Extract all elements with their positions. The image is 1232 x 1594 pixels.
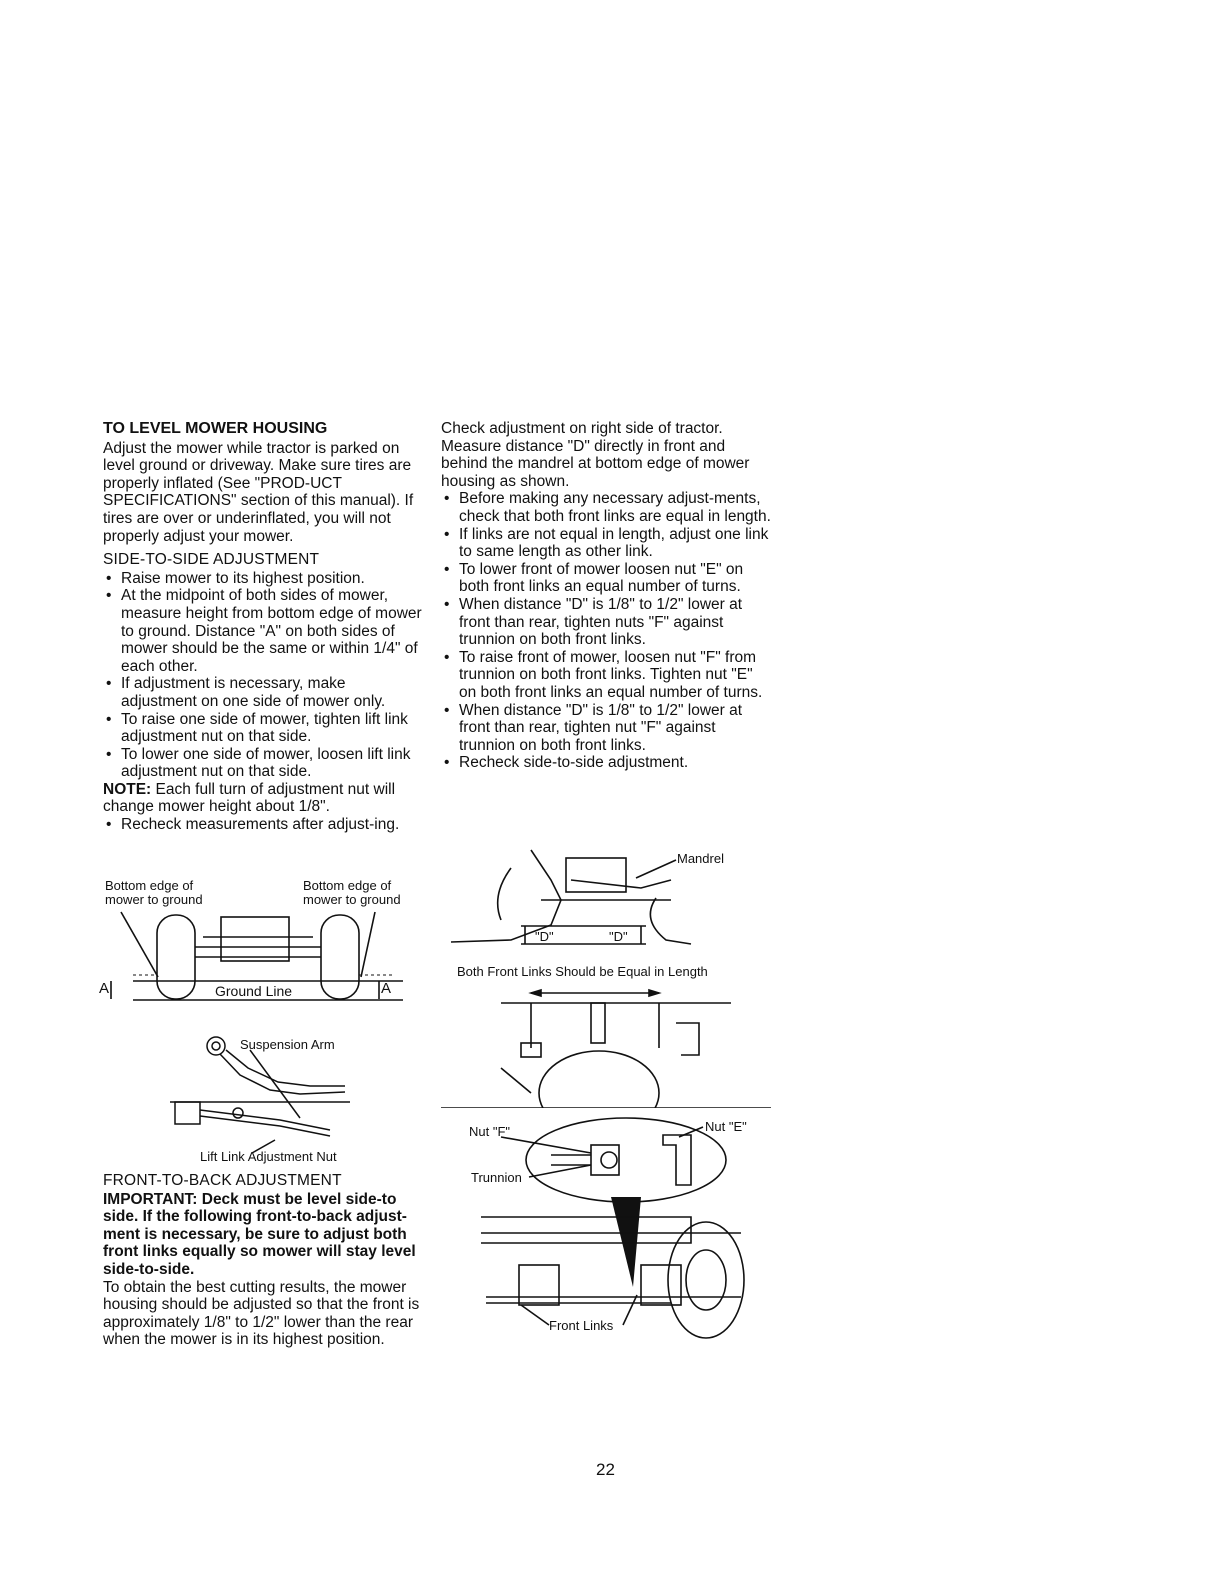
page-number: 22 bbox=[596, 1460, 615, 1479]
distance-a-left: A bbox=[99, 980, 110, 997]
list-item: • Raise mower to its highest position. bbox=[103, 570, 425, 588]
important-label: IMPORTANT: bbox=[103, 1190, 198, 1208]
mandrel-figure bbox=[441, 840, 771, 952]
bottom-edge-label-right: Bottom edge of mower to ground bbox=[303, 878, 401, 907]
side-to-side-heading: SIDE-TO-SIDE ADJUSTMENT bbox=[103, 551, 320, 569]
side-to-side-figure bbox=[99, 877, 425, 1003]
front-to-back-list bbox=[441, 490, 771, 772]
front-links-drawing bbox=[441, 963, 771, 1108]
list-item: • To raise front of mower, loosen nut "F" from trunnion on both front links. Tighten nut "E" on both front links an equal number of turns. bbox=[441, 649, 771, 702]
right-column bbox=[441, 420, 771, 772]
list-item: • At the midpoint of both sides of mower, measure height from bottom edge of mower to ground. Distance "A" on both sides of mower should be the same or within 1/4" of each other. bbox=[103, 587, 425, 675]
note-text: Each full turn of adjustment nut will change mower height about 1/8". bbox=[103, 780, 396, 816]
front-to-back-section bbox=[103, 1172, 425, 1349]
important-paragraph bbox=[103, 1191, 425, 1279]
recheck-list bbox=[103, 816, 425, 834]
section-heading: TO LEVEL MOWER HOUSING bbox=[103, 420, 328, 437]
list-item: • Recheck side-to-side adjustment. bbox=[441, 754, 771, 772]
list-item: • Before making any necessary adjust-ments, check that both front links are equal in length. bbox=[441, 490, 771, 525]
list-item: • If links are not equal in length, adjust one link to same length as other link. bbox=[441, 526, 771, 561]
nut-e-label: Nut "E" bbox=[705, 1119, 747, 1134]
distance-a-right: A bbox=[381, 980, 392, 997]
side-to-side-list bbox=[103, 570, 425, 781]
obtain-paragraph: To obtain the best cutting results, the mower housing should be adjusted so that the front is approximately 1/8" to 1/2" lower than the rear when the mower is in its highest position. bbox=[103, 1278, 420, 1349]
distance-d-left: "D" bbox=[535, 929, 554, 944]
suspension-arm-label: Suspension Arm bbox=[240, 1037, 335, 1052]
list-item: • When distance "D" is 1/8" to 1/2" lower at front than rear, tighten nut "F" against trunnion on both front links. bbox=[441, 702, 771, 755]
list-item: • To raise one side of mower, tighten lift link adjustment nut on that side. bbox=[103, 711, 425, 746]
lift-link-nut-label: Lift Link Adjustment Nut bbox=[200, 1149, 337, 1164]
intro-paragraph: Adjust the mower while tractor is parked on level ground or driveway. Make sure tires are properly inflated (See "PROD-UCT SPECIFICATIONS" section of this manual). If tires are over or underinflated, you will not properly adjust your mower. bbox=[103, 439, 414, 545]
front-links-caption: Both Front Links Should be Equal in Length bbox=[457, 964, 708, 979]
mandrel-label: Mandrel bbox=[677, 851, 724, 866]
front-links-label: Front Links bbox=[549, 1318, 614, 1333]
front-links-equal-figure bbox=[441, 963, 771, 1108]
nut-trunnion-figure bbox=[441, 1115, 771, 1345]
note bbox=[103, 781, 425, 816]
trunnion-label: Trunnion bbox=[471, 1170, 522, 1185]
nut-f-label: Nut "F" bbox=[469, 1124, 511, 1139]
left-column bbox=[103, 420, 425, 834]
front-to-back-heading: FRONT-TO-BACK ADJUSTMENT bbox=[103, 1172, 342, 1189]
note-label: NOTE: bbox=[103, 780, 152, 798]
list-item: • Recheck measurements after adjust-ing. bbox=[103, 816, 425, 834]
ground-line-label: Ground Line bbox=[215, 983, 293, 999]
list-item: • To lower front of mower loosen nut "E" on both front links an equal number of turns. bbox=[441, 561, 771, 596]
list-item: • When distance "D" is 1/8" to 1/2" lower at front than rear, tighten nuts "F" against trunnion on both front links. bbox=[441, 596, 771, 649]
nut-trunnion-drawing bbox=[441, 1115, 771, 1345]
list-item: • To lower one side of mower, loosen lift link adjustment nut on that side. bbox=[103, 746, 425, 781]
important-text: Deck must be level side-to side. If the following front-to-back adjust-ment is necessary, be sure to adjust both front links equally so mower will stay level side-to-side. bbox=[103, 1190, 416, 1278]
distance-d-right: "D" bbox=[609, 929, 628, 944]
bottom-edge-label-left: Bottom edge of mower to ground bbox=[105, 878, 203, 907]
list-item: • If adjustment is necessary, make adjustment on one side of mower only. bbox=[103, 675, 425, 710]
check-paragraph: Check adjustment on right side of tractor. Measure distance "D" directly in front and behind the mandrel at bottom edge of mower housing as shown. bbox=[441, 420, 750, 490]
suspension-arm-figure bbox=[160, 1030, 360, 1165]
